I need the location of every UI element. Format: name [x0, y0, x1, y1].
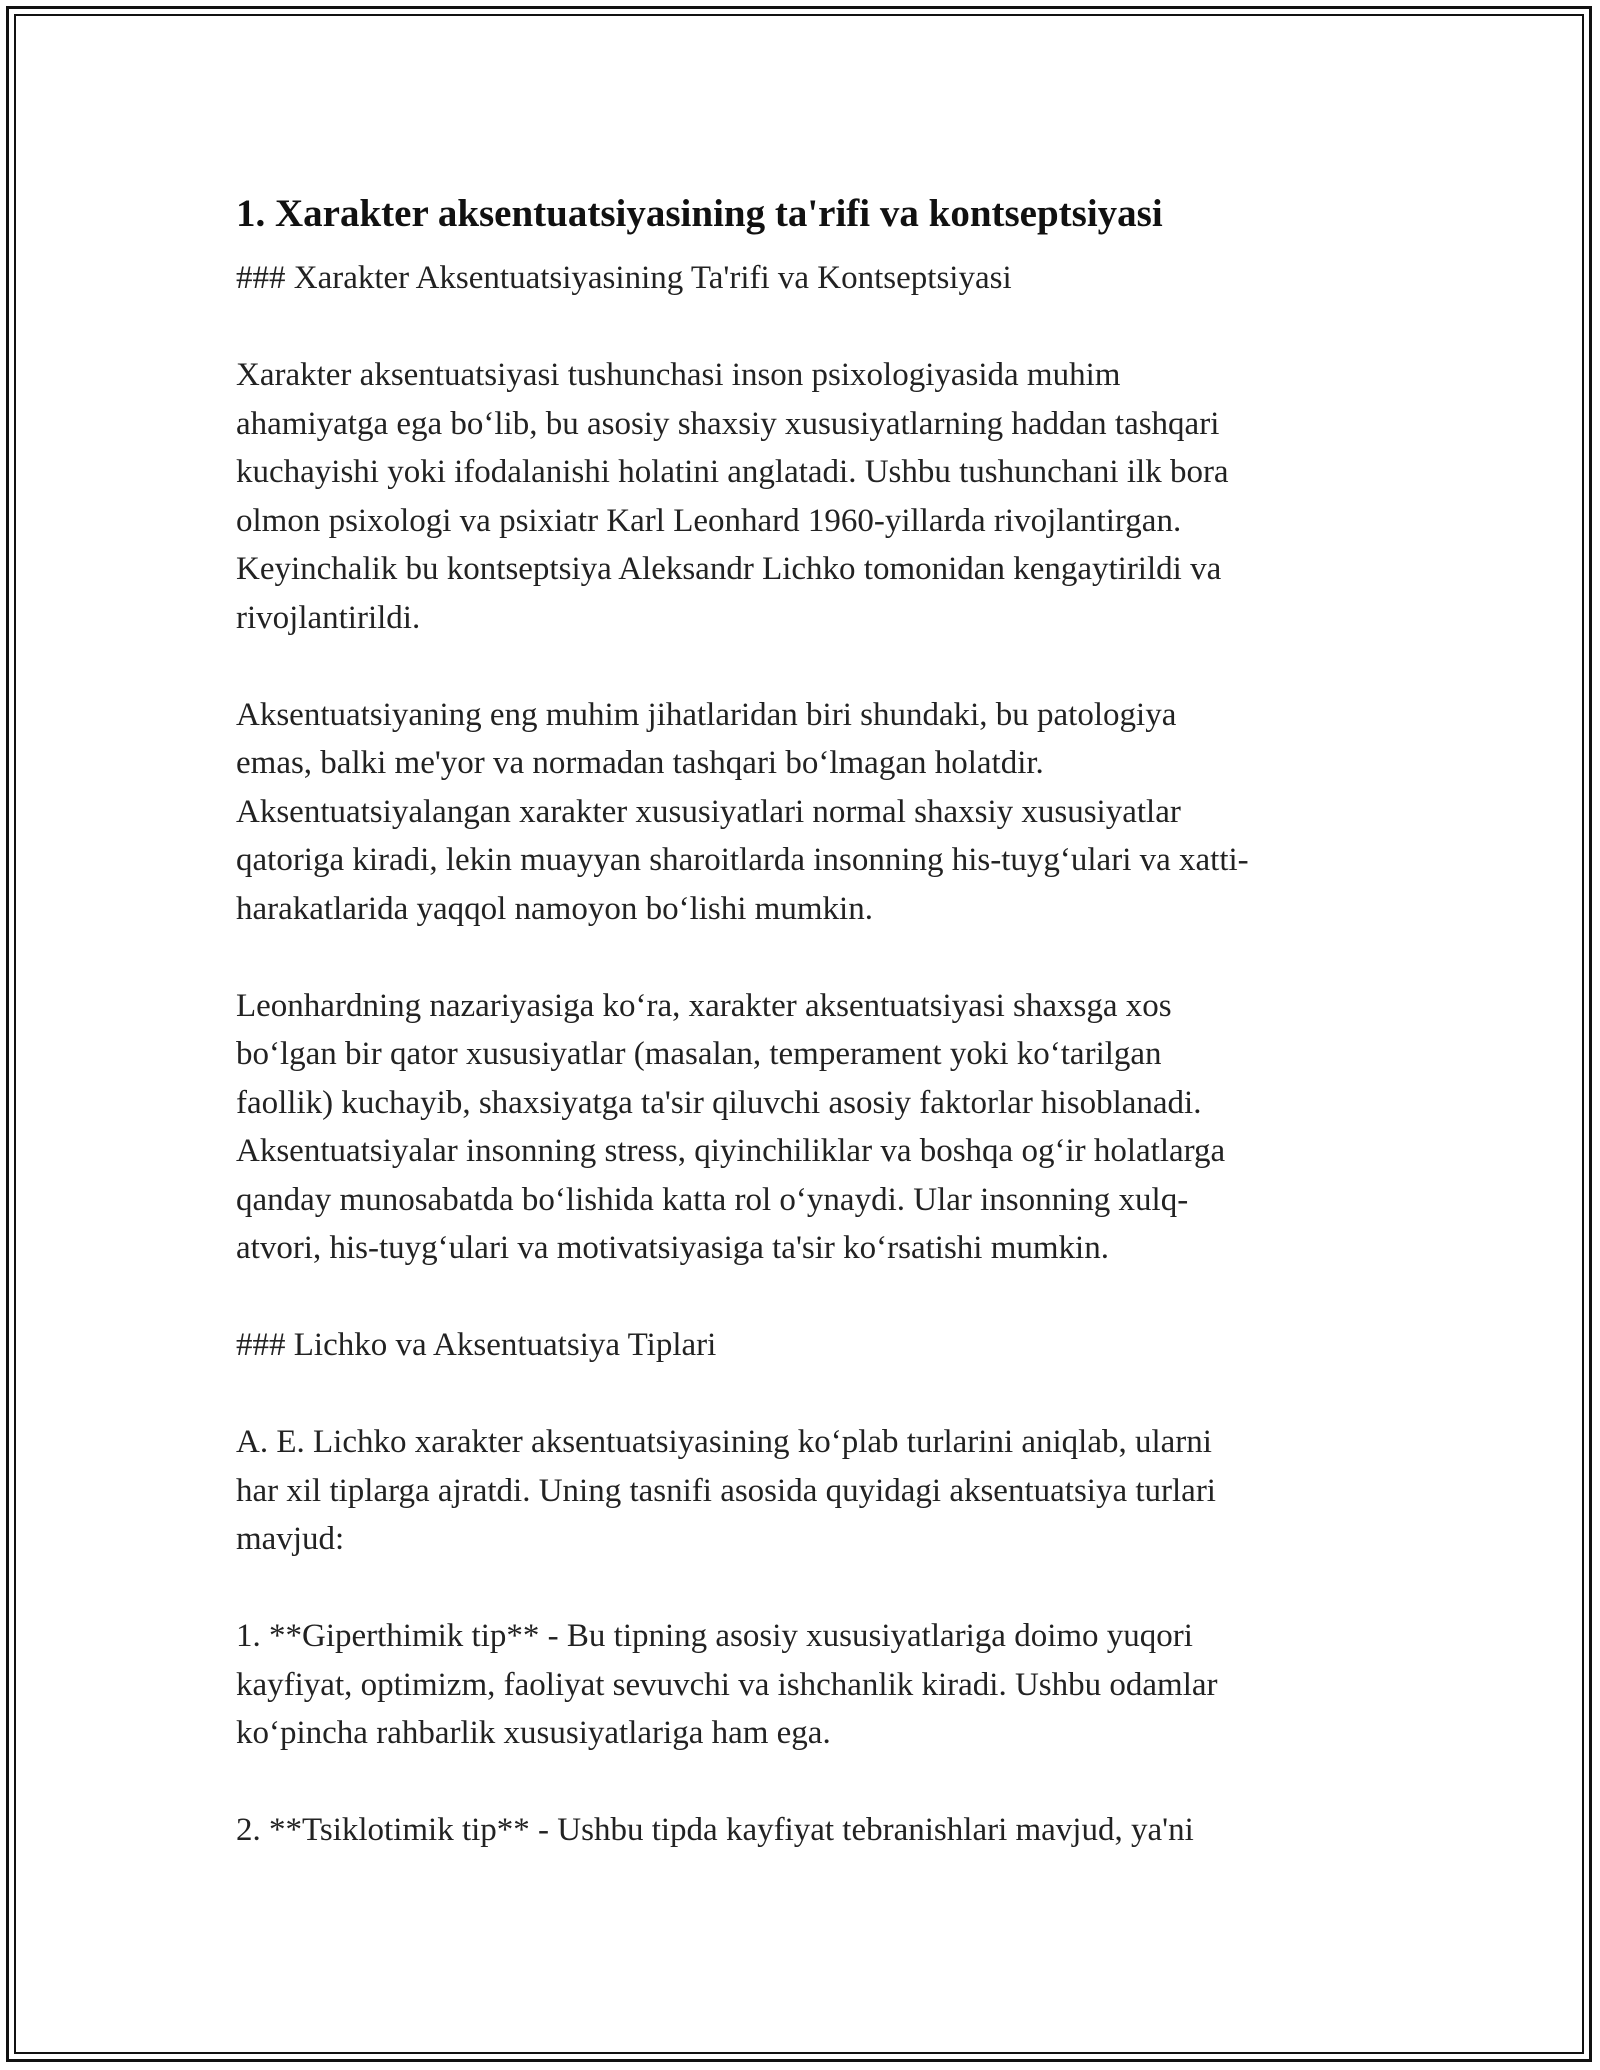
- text-line: faollik) kuchayib, shaxsiyatga ta'sir qiluvchi asosiy faktorlar hisoblanadi.: [236, 1084, 1202, 1121]
- blank-line: [236, 642, 1366, 691]
- text-line: bo‘lgan bir qator xususiyatlar (masalan, temperament yoki ko‘tarilgan: [236, 1036, 1162, 1072]
- blank-line: [236, 1564, 1366, 1613]
- text-line: ahamiyatga ega bo‘lib, bu asosiy shaxsiy xususiyatlarning haddan tashqari: [236, 405, 1220, 442]
- text-line: Xarakter aksentuatsiyasi tushunchasi inson psixologiyasida muhim: [236, 357, 1121, 393]
- blank-line: [236, 1370, 1366, 1419]
- text-line: olmon psixologi va psixiatr Karl Leonhard 1960-yillarda rivojlantirgan.: [236, 502, 1182, 539]
- text-line: har xil tiplarga ajratdi. Uning tasnifi asosida quyidagi aksentuatsiya turlari: [236, 1472, 1216, 1509]
- blank-line: [236, 933, 1366, 982]
- text-line: kayfiyat, optimizm, faoliyat sevuvchi va ishchanlik kiradi. Ushbu odamlar: [236, 1666, 1218, 1703]
- document-body: [236, 188, 1366, 1855]
- text-line: 2. **Tsiklotimik tip** - Ushbu tipda kayfiyat tebranishlari mavjud, ya'ni: [236, 1812, 1194, 1848]
- document-text: [236, 254, 1366, 1855]
- text-line: 1. **Giperthimik tip** - Bu tipning asosiy xususiyatlariga doimo yuqori: [236, 1618, 1193, 1654]
- text-line: kuchayishi yoki ifodalanishi holatini anglatadi. Ushbu tushunchani ilk bora: [236, 454, 1229, 490]
- blank-line: [236, 1273, 1366, 1322]
- blank-line: [236, 303, 1366, 352]
- text-line: Aksentuatsiyalangan xarakter xususiyatlari normal shaxsiy xususiyatlar: [236, 793, 1181, 830]
- text-line: ko‘pincha rahbarlik xususiyatlariga ham ega.: [236, 1715, 831, 1751]
- text-line: harakatlarida yaqqol namoyon bo‘lishi mumkin.: [236, 890, 873, 927]
- text-line: Leonhardning nazariyasiga ko‘ra, xarakter aksentuatsiyasi shaxsga xos: [236, 987, 1172, 1024]
- text-line: ### Xarakter Aksentuatsiyasining Ta'rifi va Kontseptsiyasi: [236, 260, 1012, 296]
- text-line: ### Lichko va Aksentuatsiya Tiplari: [236, 1327, 717, 1363]
- text-line: atvori, his-tuyg‘ulari va motivatsiyasiga ta'sir ko‘rsatishi mumkin.: [236, 1230, 1109, 1266]
- text-line: mavjud:: [236, 1521, 345, 1557]
- text-line: A. E. Lichko xarakter aksentuatsiyasining ko‘plab turlarini aniqlab, ularni: [236, 1424, 1212, 1460]
- text-line: qanday munosabatda bo‘lishida katta rol o‘ynaydi. Ular insonning xulq-: [236, 1181, 1189, 1218]
- blank-line: [236, 1758, 1366, 1807]
- text-line: Aksentuatsiyaning eng muhim jihatlaridan biri shundaki, bu patologiya: [236, 696, 1177, 733]
- text-line: emas, balki me'yor va normadan tashqari bo‘lmagan holatdir.: [236, 745, 1044, 781]
- text-line: Keyinchalik bu kontseptsiya Aleksandr Lichko tomonidan kengaytirildi va: [236, 551, 1222, 587]
- document-title: 1. Xarakter aksentuatsiyasining ta'rifi va kontseptsiyasi: [236, 192, 1163, 235]
- text-line: rivojlantirildi.: [236, 599, 421, 636]
- text-line: qatoriga kiradi, lekin muayyan sharoitlarda insonning his-tuyg‘ulari va xatti-: [236, 842, 1249, 878]
- text-line: Aksentuatsiyalar insonning stress, qiyinchiliklar va boshqa og‘ir holatlarga: [236, 1133, 1226, 1169]
